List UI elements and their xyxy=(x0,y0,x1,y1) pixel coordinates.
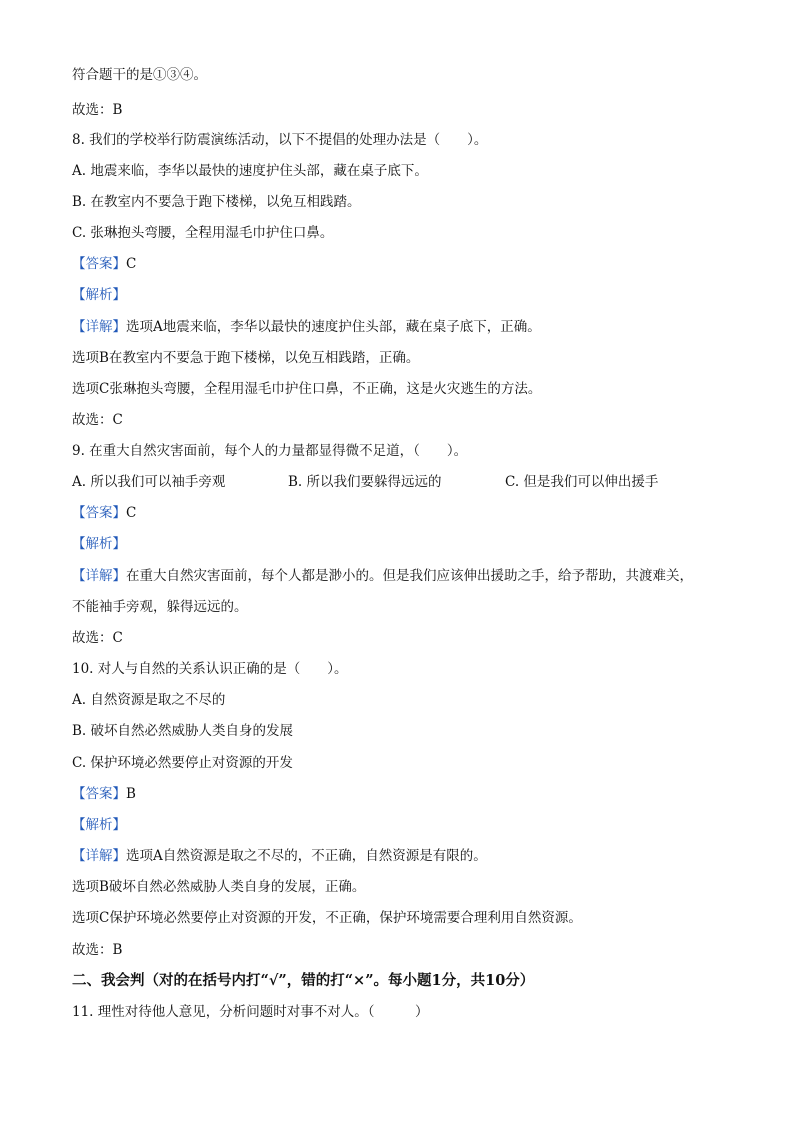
text-line: 故选：C xyxy=(72,412,123,428)
text-line: 选项C张琳抱头弯腰，全程用湿毛巾护住口鼻，不正确，这是火灾逃生的方法。 xyxy=(72,381,542,397)
detail-line xyxy=(72,567,693,585)
question-8: 8. 我们的学校举行防震演练活动，以下不提倡的处理办法是（ ）。 xyxy=(72,132,488,148)
option-b: B. 在教室内不要急于跑下楼梯，以免互相践踏。 xyxy=(72,194,361,210)
answer-value: B xyxy=(126,786,136,802)
answer-tag: 【答案】 xyxy=(72,786,126,802)
text-line: 故选：B xyxy=(72,942,123,958)
text-line: 选项B在教室内不要急于跑下楼梯，以免互相践踏，正确。 xyxy=(72,350,420,366)
text-line: 故选：C xyxy=(72,630,123,646)
answer-tag: 【答案】 xyxy=(72,505,126,521)
option-c: C. 保护环境必然要停止对资源的开发 xyxy=(72,755,293,771)
analysis-tag: 【解析】 xyxy=(72,817,126,833)
option-a: A. 地震来临，李华以最快的速度护住头部，藏在桌子底下。 xyxy=(72,163,428,179)
option-a: A. 所以我们可以袖手旁观 xyxy=(72,474,226,490)
question-10: 10. 对人与自然的关系认识正确的是（ ）。 xyxy=(72,661,348,677)
option-b: B. 破坏自然必然威胁人类自身的发展 xyxy=(72,723,294,739)
option-a: A. 自然资源是取之不尽的 xyxy=(72,692,226,708)
question-9: 9. 在重大自然灾害面前，每个人的力量都显得微不足道，（ ）。 xyxy=(72,443,468,459)
section-heading: 二、我会判（对的在括号内打“√”，错的打“×”。每小题1分，共10分） xyxy=(72,972,535,989)
analysis-tag: 【解析】 xyxy=(72,287,126,303)
answer-line xyxy=(72,255,136,273)
analysis-tag: 【解析】 xyxy=(72,536,126,552)
answer-tag: 【答案】 xyxy=(72,256,126,272)
option-b: B. 所以我们要躲得远远的 xyxy=(288,474,442,490)
answer-value: C xyxy=(126,505,137,521)
detail-line xyxy=(72,847,487,865)
text-line: 选项B破坏自然必然威胁人类自身的发展，正确。 xyxy=(72,879,366,895)
question-11: 11. 理性对待他人意见，分析问题时对事不对人。（ ） xyxy=(72,1004,429,1020)
detail-tag: 【详解】 xyxy=(72,319,126,335)
text-line: 选项C保护环境必然要停止对资源的开发，不正确，保护环境需要合理利用自然资源。 xyxy=(72,910,582,926)
text-line: 符合题干的是①③④。 xyxy=(72,67,207,83)
detail-text: 选项A地震来临，李华以最快的速度护住头部，藏在桌子底下，正确。 xyxy=(126,319,541,335)
option-c: C. 但是我们可以伸出援手 xyxy=(505,474,659,490)
detail-text: 选项A自然资源是取之不尽的，不正确，自然资源是有限的。 xyxy=(126,848,487,864)
detail-tag: 【详解】 xyxy=(72,568,126,584)
text-line: 不能袖手旁观，躲得远远的。 xyxy=(72,599,248,615)
answer-line xyxy=(72,785,136,803)
detail-line xyxy=(72,318,541,336)
detail-tag: 【详解】 xyxy=(72,848,126,864)
answer-value: C xyxy=(126,256,137,272)
detail-text: 在重大自然灾害面前，每个人都是渺小的。但是我们应该伸出援助之手，给予帮助，共渡难关， xyxy=(126,568,693,584)
text-line: 故选：B xyxy=(72,102,123,118)
answer-line xyxy=(72,504,136,522)
option-c: C. 张琳抱头弯腰，全程用湿毛巾护住口鼻。 xyxy=(72,225,334,241)
